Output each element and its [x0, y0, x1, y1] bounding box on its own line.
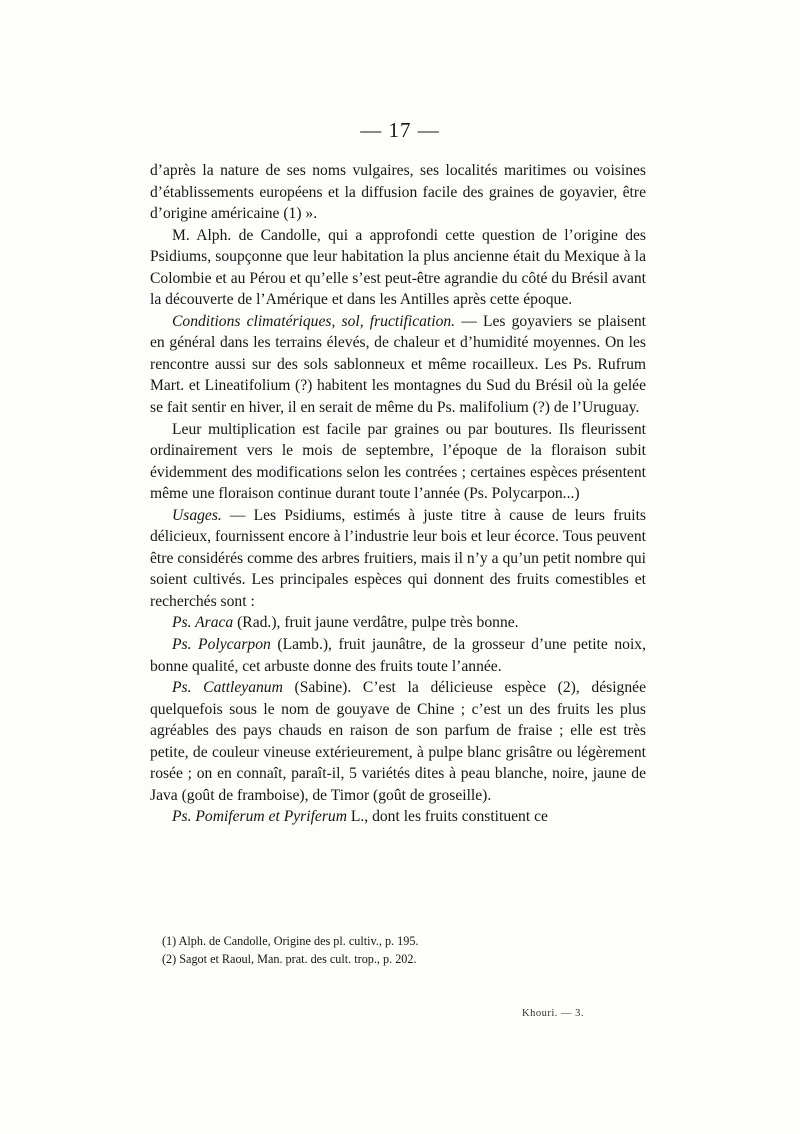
paragraph-text: — Les goyaviers se plaisent en général dans les terrains élevés, de chaleur et d’humidité moyennes. On les rencontre aussi sur des sols sablonneux et même rocailleux. Les Ps. Rufrum Mart. et Lineatifolium (?) habitent les montagnes du Sud du Brésil où la gelée se fait sentir en hiver, il en serait de même du Ps. malifolium (?) de l’Uruguay. — [150, 312, 646, 417]
paragraph — [150, 225, 646, 311]
body-text — [150, 160, 646, 828]
paragraph-text: (Rad.), fruit jaune verdâtre, pulpe très bonne. — [233, 614, 519, 632]
section-heading: Conditions climatériques, sol, fructification. — [172, 312, 456, 330]
species-name: Ps. Polycarpon — [172, 636, 271, 654]
paragraph — [150, 612, 646, 634]
section-heading: Usages. — [172, 506, 222, 524]
paragraph — [150, 419, 646, 505]
paragraph-text: M. Alph. de Candolle, qui a approfondi cette question de l’origine des Psidiums, soupçonne que leur habitation la plus ancienne était du Mexique à la Colombie et au Pérou et qu’elle s’est peut-être agrandie du côté du Brésil avant la découverte de l’Amérique et dans les Antilles après cette époque. — [150, 226, 646, 309]
signature-mark: Khouri. — 3. — [522, 1008, 584, 1019]
paragraph-text: d’après la nature de ses noms vulgaires, ses localités maritimes ou voisines d’établissements européens et la diffusion facile des graines de goyavier, être d’origine américaine (1) ». — [150, 162, 646, 223]
page-number: — 17 — — [360, 118, 440, 142]
paragraph — [150, 806, 646, 828]
paragraph — [150, 634, 646, 677]
paragraph — [150, 311, 646, 419]
paragraph — [150, 505, 646, 613]
species-name: Ps. Pomiferum et Pyriferum — [172, 808, 347, 826]
footnote: (2) Sagot et Raoul, Man. prat. des cult. trop., p. 202. — [162, 952, 417, 966]
paragraph-text: L., dont les fruits constituent ce — [346, 808, 548, 826]
paragraph-text: (Lamb.), fruit jaunâtre, de la grosseur d’une petite noix, bonne qualité, cet arbuste donne des fruits toute l’année. — [150, 636, 646, 675]
paragraph — [150, 160, 646, 225]
paragraph-text: — Les Psidiums, estimés à juste titre à cause de leurs fruits délicieux, fournissent encore à l’industrie leur bois et leur écorce. Tous peuvent être considérés comme des arbres fruitiers, mais il n’y a qu’un petit nombre qui soient cultivés. Les principales espèces qui donnent des fruits comestibles et recherchés sont : — [150, 506, 646, 610]
paragraph-text: (Sabine). C’est la délicieuse espèce (2), désignée quelquefois sous le nom de gouyave de Chine ; c’est un des fruits les plus agréables des pays chauds en raison de son parfum de fraise ; elle est très petite, de couleur vineuse extérieurement, à pulpe blanc grisâtre ou légèrement rosée ; on en connaît, paraît-il, 5 variétés dites à peau blanche, noire, jaune de Java (goût de framboise), de Timor (goût de groseille). — [150, 679, 646, 804]
paragraph — [150, 677, 646, 806]
footnotes — [162, 932, 622, 968]
species-name: Ps. Araca — [172, 614, 234, 632]
paragraph-text: Leur multiplication est facile par graines ou par boutures. Ils fleurissent ordinairement vers le mois de septembre, l’époque de la floraison subit évidemment des modifications selon les contrées ; certaines espèces présentent même une floraison continue durant toute l’année (Ps. Polycarpon...) — [150, 420, 646, 503]
species-name: Ps. Cattleyanum — [172, 679, 283, 697]
footnote: (1) Alph. de Candolle, Origine des pl. cultiv., p. 195. — [162, 934, 419, 948]
